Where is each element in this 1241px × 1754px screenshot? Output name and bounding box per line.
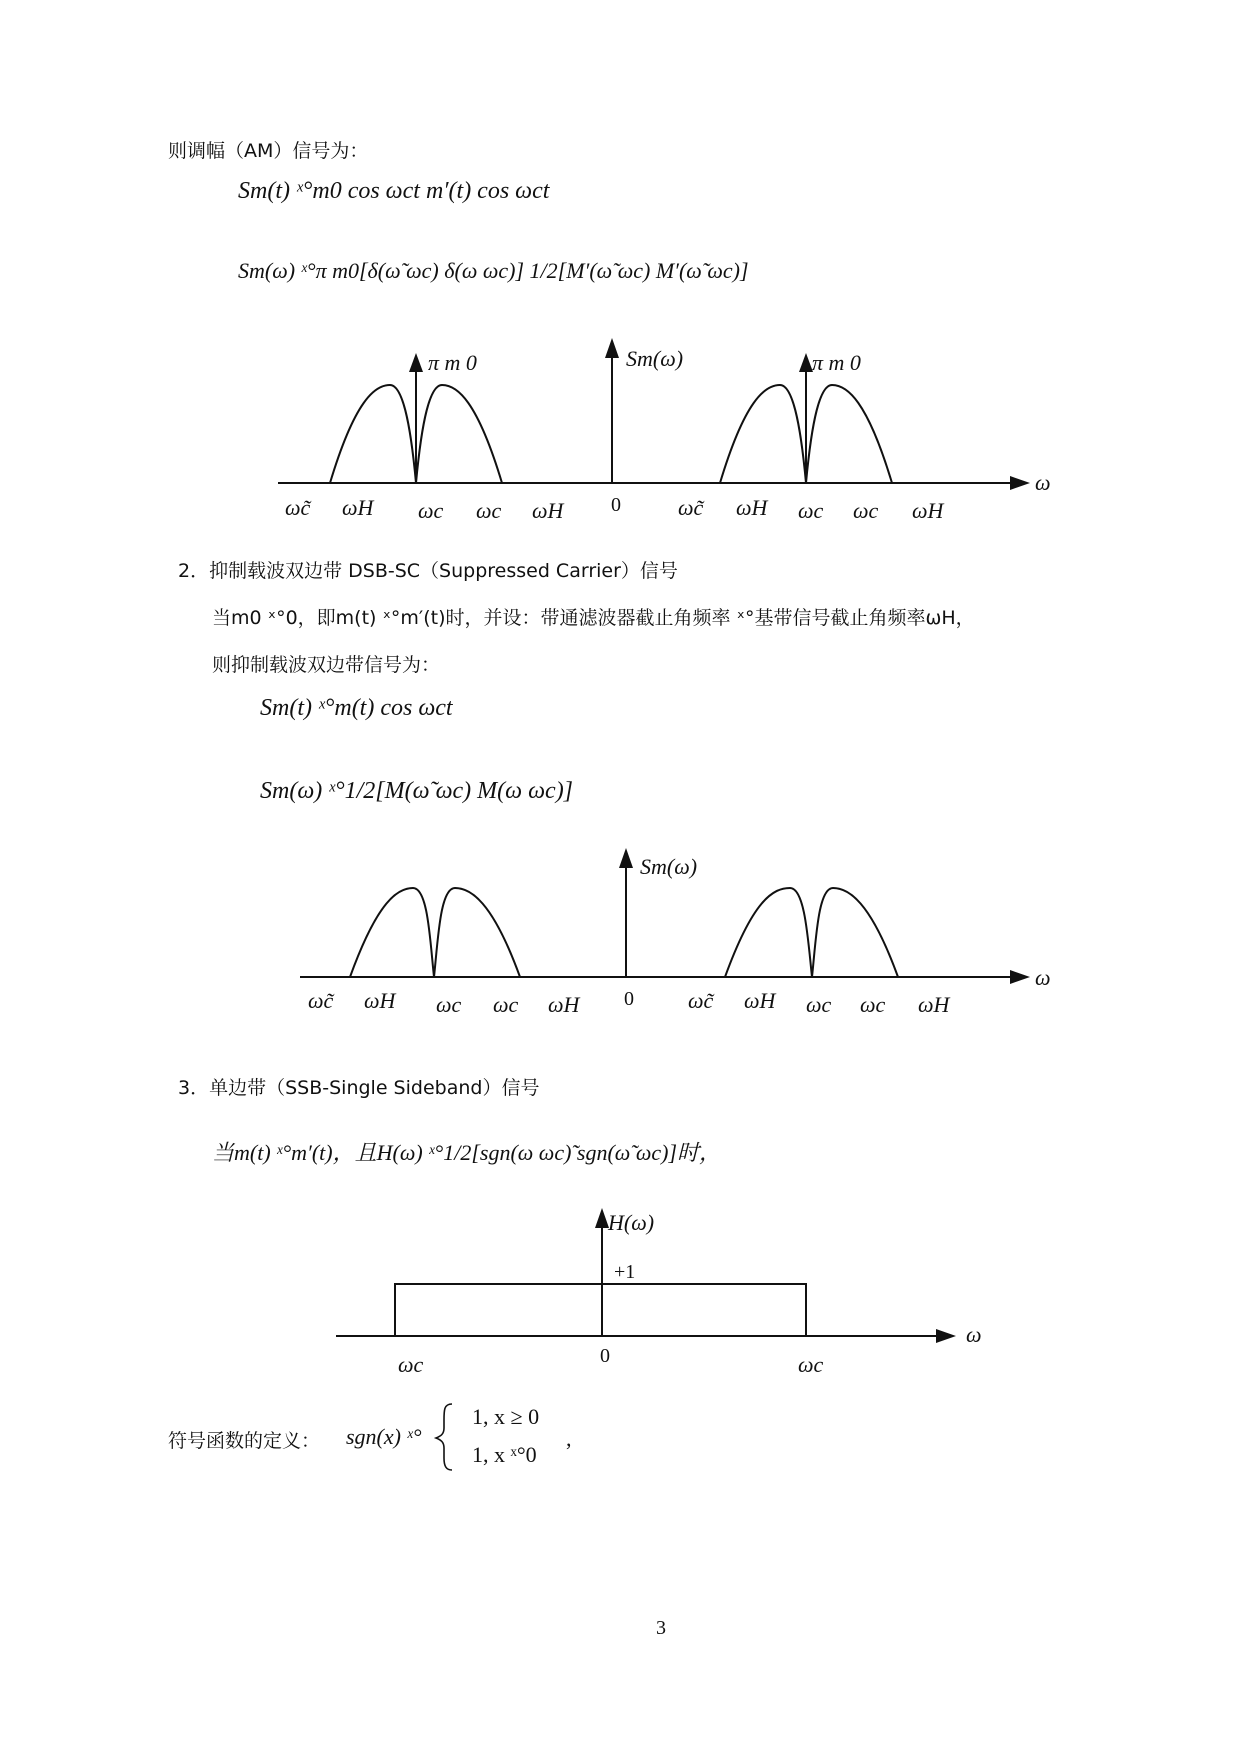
sgn-prefix: 符号函数的定义：	[168, 1430, 321, 1452]
dsb-tick: ωH	[918, 992, 950, 1017]
sgn-suffix: ,	[566, 1426, 572, 1451]
h-axis-label: ω	[966, 1322, 982, 1347]
dsb-tick-zero: 0	[624, 988, 634, 1010]
h-tick-zero: 0	[600, 1345, 610, 1367]
am-tick: ωH	[342, 495, 374, 520]
dsb-eq1-text: Sm(t) ˣ°m(t) cos ωct	[260, 695, 453, 721]
am-y-label: Sm(ω)	[626, 346, 684, 371]
h-level-label: +1	[614, 1261, 636, 1283]
dsb-eq2-text: Sm(ω) ˣ°1/2[M(ω̃ ωc) M(ω ωc)]	[260, 778, 574, 804]
am-tick: ωc	[853, 498, 879, 523]
am-tick: ωc̃	[285, 495, 311, 520]
dsb-tick: ωH	[744, 988, 776, 1013]
am-tick: ωH	[532, 498, 564, 523]
h-tick: ωc	[798, 1352, 824, 1377]
am-eq2-text: Sm(ω) ˣ°π m0[δ(ω̃ ωc) δ(ω ωc)] 1/2[M′(ω̃ ωc) M′(ω̃ ωc)]	[238, 258, 749, 283]
am-axis-label: ω	[1035, 470, 1051, 495]
am-tick: ωc	[798, 498, 824, 523]
dsb-y-label: Sm(ω)	[640, 854, 698, 879]
dsb-tick: ωc	[860, 992, 886, 1017]
ssb-condition-text: 当m(t) ˣ°m′(t)，且H(ω) ˣ°1/2[sgn(ω ωc)̃ sgn(ω̃ ωc)]时，	[212, 1140, 722, 1165]
dsb-tick: ωH	[364, 988, 396, 1013]
sgn-case-1: 1, x ≥ 0	[472, 1404, 540, 1429]
dsb-tick: ωc	[436, 992, 462, 1017]
dsb-tick: ωH	[548, 992, 580, 1017]
am-tick-zero: 0	[611, 494, 621, 516]
sgn-brace-shape	[436, 1404, 452, 1470]
am-intro: 则调幅（AM）信号为：	[168, 140, 369, 162]
am-eq1-text: Sm(t) ˣ°m0 cos ωct m′(t) cos ωct	[238, 178, 550, 204]
am-tick: ωc	[418, 498, 444, 523]
dsb-condition: 当m0 ˣ°0，即m(t) ˣ°m′(t)时，并设：带通滤波器截止角频率 ˣ°基带信号截止角频率ωH，	[212, 607, 975, 629]
h-tick: ωc	[398, 1352, 424, 1377]
am-tick: ωH	[736, 495, 768, 520]
am-tick: ωH	[912, 498, 944, 523]
dsb-heading: 2．抑制载波双边带 DSB-SC（Suppressed Carrier）信号	[178, 560, 678, 582]
h-y-label: H(ω)	[608, 1210, 655, 1235]
am-impulse-label-left: π m 0	[428, 350, 477, 375]
am-tick: ωc̃	[678, 495, 704, 520]
dsb-then: 则抑制载波双边带信号为：	[212, 654, 441, 676]
sgn-case-2: 1, x ˣ°0	[472, 1442, 537, 1467]
ssb-heading: 3．单边带（SSB-Single Sideband）信号	[178, 1077, 540, 1099]
sgn-lhs: sgn(x) ˣ°	[346, 1424, 422, 1449]
dsb-tick: ωc̃	[308, 988, 334, 1013]
am-tick: ωc	[476, 498, 502, 523]
dsb-tick: ωc	[493, 992, 519, 1017]
dsb-tick: ωc	[806, 992, 832, 1017]
dsb-tick: ωc̃	[688, 988, 714, 1013]
page-number: 3	[656, 1617, 666, 1639]
dsb-axis-label: ω	[1035, 965, 1051, 990]
am-impulse-label-right: π m 0	[812, 350, 861, 375]
